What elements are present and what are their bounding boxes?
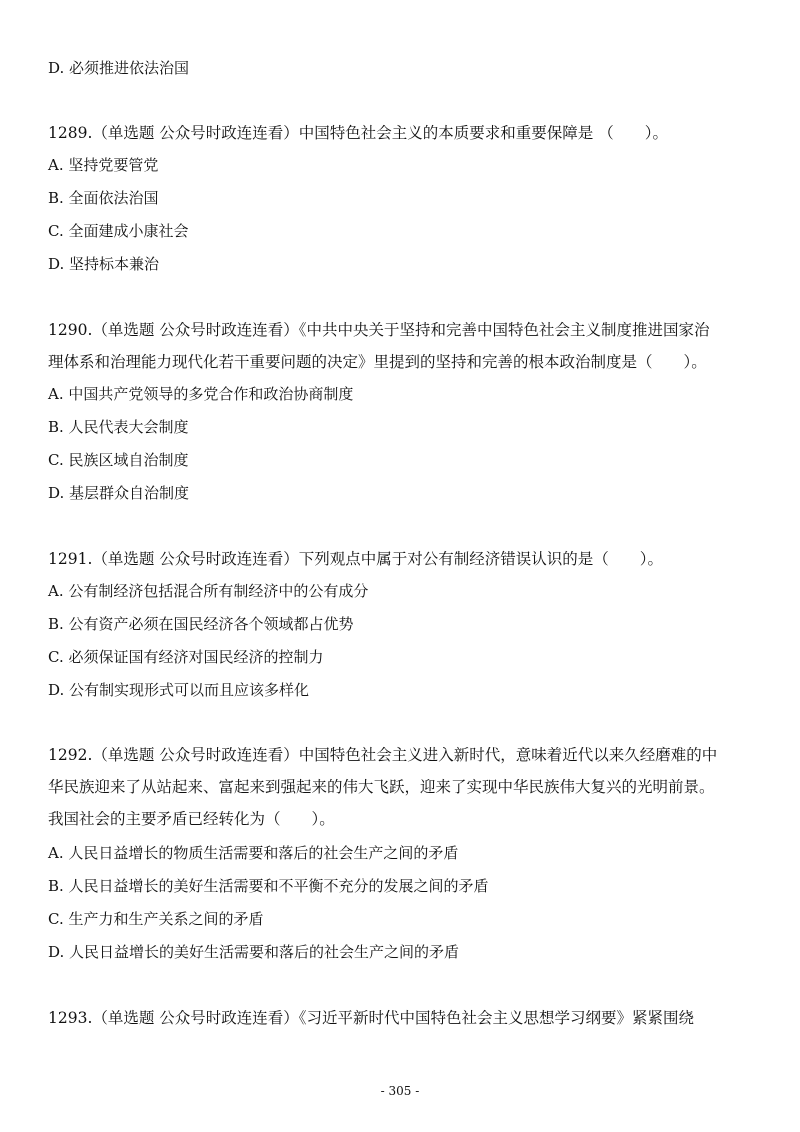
option-c-1290: C. 民族区域自治制度 bbox=[48, 451, 189, 469]
option-d-1291: D. 公有制实现形式可以而且应该多样化 bbox=[48, 681, 310, 699]
question-1290-line-1: 1290.（单选题 公众号时政连连看）《中共中央关于坚持和完善中国特色社会主义制度推进国家治 bbox=[48, 321, 710, 339]
question-1289: 1289.（单选题 公众号时政连连看）中国特色社会主义的本质要求和重要保障是 （ ）。 bbox=[48, 124, 668, 142]
option-a-1289: A. 坚持党要管党 bbox=[48, 156, 159, 174]
question-1291: 1291.（单选题 公众号时政连连看）下列观点中属于对公有制经济错误认识的是（ ）。 bbox=[48, 550, 664, 568]
option-b-1292: B. 人民日益增长的美好生活需要和不平衡不充分的发展之间的矛盾 bbox=[48, 877, 489, 895]
option-b-1291: B. 公有资产必须在国民经济各个领域都占优势 bbox=[48, 615, 354, 633]
option-d-1288: D. 必须推进依法治国 bbox=[48, 59, 190, 77]
question-1290-line-2: 理体系和治理能力现代化若干重要问题的决定》里提到的坚持和完善的根本政治制度是（ ）。 bbox=[48, 353, 707, 371]
page-number: - 305 - bbox=[380, 1084, 420, 1098]
question-1292-line-2: 华民族迎来了从站起来、富起来到强起来的伟大飞跃，迎来了实现中华民族伟大复兴的光明前景。 bbox=[48, 778, 715, 796]
option-c-1291: C. 必须保证国有经济对国民经济的控制力 bbox=[48, 648, 324, 666]
option-a-1290: A. 中国共产党领导的多党合作和政治协商制度 bbox=[48, 385, 354, 403]
option-c-1292: C. 生产力和生产关系之间的矛盾 bbox=[48, 910, 264, 928]
question-1292-line-1: 1292.（单选题 公众号时政连连看）中国特色社会主义进入新时代，意味着近代以来久经磨难的中 bbox=[48, 746, 718, 764]
question-1293-line-1: 1293.（单选题 公众号时政连连看）《习近平新时代中国特色社会主义思想学习纲要》紧紧围绕 bbox=[48, 1009, 695, 1027]
option-d-1292: D. 人民日益增长的美好生活需要和落后的社会生产之间的矛盾 bbox=[48, 943, 460, 961]
option-d-1290: D. 基层群众自治制度 bbox=[48, 484, 190, 502]
option-a-1291: A. 公有制经济包括混合所有制经济中的公有成分 bbox=[48, 582, 369, 600]
option-c-1289: C. 全面建成小康社会 bbox=[48, 222, 189, 240]
option-b-1289: B. 全面依法治国 bbox=[48, 189, 159, 207]
option-d-1289: D. 坚持标本兼治 bbox=[48, 255, 160, 273]
option-a-1292: A. 人民日益增长的物质生活需要和落后的社会生产之间的矛盾 bbox=[48, 844, 459, 862]
question-1292-line-3: 我国社会的主要矛盾已经转化为（ ）。 bbox=[48, 810, 335, 828]
option-b-1290: B. 人民代表大会制度 bbox=[48, 418, 189, 436]
